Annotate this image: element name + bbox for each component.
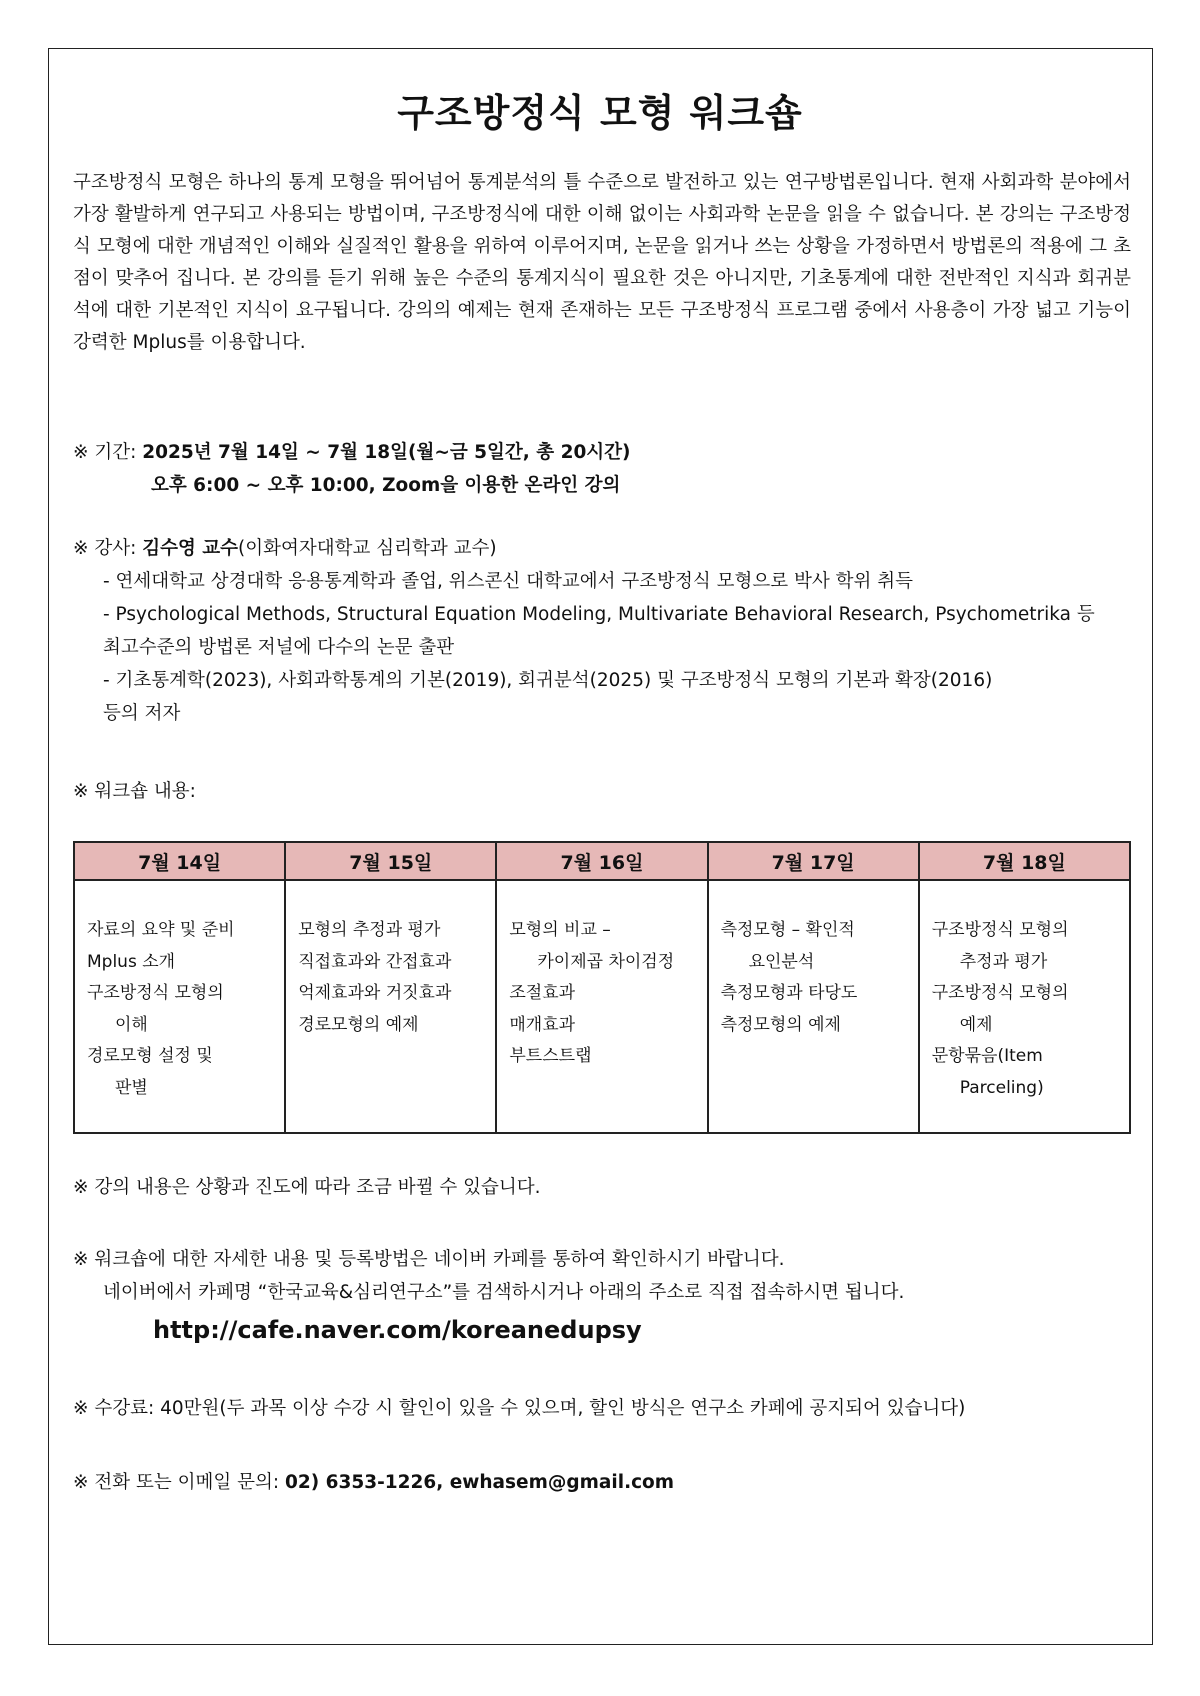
period-dates: 2025년 7월 14일 ~ 7월 18일(월~금 5일간, 총 20시간) — [142, 442, 631, 463]
schedule-item: 모형의 추정과 평가 — [298, 920, 441, 940]
schedule-cell-day4 — [708, 880, 919, 1133]
schedule-item: 판별 — [115, 1077, 148, 1098]
page-title: 구조방정식 모형 워크숍 — [397, 91, 803, 135]
period-time: 오후 6:00 ~ 오후 10:00, Zoom을 이용한 온라인 강의 — [151, 475, 621, 496]
instructor-bullet: - 기초통계학(2023), 사회과학통계의 기본(2019), 회귀분석(2025) 및 구조방정식 모형의 기본과 확장(2016) — [103, 670, 993, 691]
instructor-bullet: - 연세대학교 상경대학 응용통계학과 졸업, 위스콘신 대학교에서 구조방정식 모형으로 박사 학위 취득 — [103, 571, 913, 592]
content-label: ※ 워크숍 내용: — [73, 781, 196, 802]
instructor-bullet: 등의 저자 — [103, 703, 181, 724]
schedule-cell-day5 — [919, 880, 1130, 1133]
schedule-item: Parceling) — [959, 1077, 1044, 1098]
contact-value: 02) 6353-1226, ewhasem@gmail.com — [284, 1472, 675, 1493]
schedule-item: 억제효과와 거짓효과 — [298, 983, 452, 1003]
notice-change: ※ 강의 내용은 상황과 진도에 따라 조금 바뀔 수 있습니다. — [73, 1177, 541, 1198]
instructor-bullet: - Psychological Methods, Structural Equation Modeling, Multivariate Behavioral Research, Psychometrika 등 — [103, 604, 1095, 625]
schedule-item: Mplus 소개 — [87, 951, 176, 972]
schedule-item: 자료의 요약 및 준비 — [87, 920, 235, 940]
schedule-item: 추정과 평가 — [959, 951, 1048, 972]
schedule-item: 카이제곱 차이검정 — [537, 951, 675, 972]
period-label: ※ 기간: — [73, 442, 143, 463]
schedule-table — [73, 841, 1131, 1134]
contact-line — [73, 1466, 674, 1499]
schedule-item: 문항묶음(Item — [931, 1046, 1043, 1066]
schedule-item: 경로모형 설정 및 — [87, 1046, 213, 1066]
schedule-header: 7월 17일 — [708, 842, 919, 880]
notice-cafe-line2: 네이버에서 카페명 “한국교육&심리연구소”를 검색하시거나 아래의 주소로 직접 접속하시면 됩니다. — [103, 1282, 905, 1303]
notice-cafe — [73, 1243, 904, 1309]
schedule-cell-day2 — [285, 880, 496, 1133]
schedule-item: 요인분석 — [748, 951, 815, 972]
schedule-cell-day3 — [496, 880, 707, 1133]
schedule-item: 직접효과와 간접효과 — [298, 951, 452, 972]
schedule-item: 측정모형과 타당도 — [720, 983, 858, 1003]
schedule-content-row — [74, 880, 1130, 1133]
schedule-header: 7월 16일 — [496, 842, 707, 880]
intro-paragraph: 구조방정식 모형은 하나의 통계 모형을 뛰어넘어 통계분석의 틀 수준으로 발전하고 있는 연구방법론입니다. 현재 사회과학 분야에서 가장 활발하게 연구되고 사용되는 방법이며, 구조방정식에 대한 이해 없이는 사회과학 논문을 읽을 수 없습니다. 본 강의는 구조방정식 모형에 대한 개념적인 이해와 실질적인 활용을 위하여 이루어지며, 논문을 읽거나 쓰는 상황을 가정하면서 방법론의 적용에 그 초점이 맞추어 집니다. 본 강의를 듣기 위해 높은 수준의 통계지식이 필요한 것은 아니지만, 기초통계에 대한 전반적인 지식과 회귀분석에 대한 기본적인 지식이 요구됩니다. 강의의 예제는 현재 존재하는 모든 구조방정식 프로그램 중에서 사용층이 가장 넓고 기능이 강력한 Mplus를 이용합니다. — [73, 172, 1131, 353]
contact-label: ※ 전화 또는 이메일 문의: — [73, 1472, 285, 1493]
schedule-cell-day1 — [74, 880, 285, 1133]
schedule-item: 측정모형의 예제 — [720, 1014, 841, 1035]
schedule-header: 7월 18일 — [919, 842, 1130, 880]
schedule-item: 구조방정식 모형의 — [87, 983, 224, 1003]
instructor-label: ※ 강사: — [73, 538, 143, 559]
cafe-url-link[interactable]: http://cafe.naver.com/koreanedupsy — [153, 1316, 642, 1344]
instructor-line — [73, 532, 1095, 565]
schedule-item: 구조방정식 모형의 — [931, 920, 1069, 940]
schedule-item: 모형의 비교 – — [509, 920, 611, 940]
schedule-header: 7월 15일 — [285, 842, 496, 880]
period-line — [73, 436, 631, 469]
schedule-item: 경로모형의 예제 — [298, 1014, 419, 1035]
instructor-section — [73, 532, 1095, 730]
instructor-affiliation: (이화여자대학교 심리학과 교수) — [238, 538, 497, 559]
schedule-item: 구조방정식 모형의 — [931, 983, 1069, 1003]
notice-cafe-line1: ※ 워크숍에 대한 자세한 내용 및 등록방법은 네이버 카페를 통하여 확인하시기 바랍니다. — [73, 1249, 785, 1270]
schedule-item: 예제 — [959, 1014, 993, 1035]
schedule-item: 이해 — [115, 1014, 148, 1035]
fee-notice: ※ 수강료: 40만원(두 과목 이상 수강 시 할인이 있을 수 있으며, 할인 방식은 연구소 카페에 공지되어 있습니다) — [73, 1398, 966, 1419]
schedule-header-row — [74, 842, 1130, 880]
schedule-item: 측정모형 – 확인적 — [720, 920, 855, 940]
schedule-item: 조절효과 — [509, 983, 576, 1003]
instructor-bullet: 최고수준의 방법론 저널에 다수의 논문 출판 — [103, 637, 455, 658]
schedule-item: 매개효과 — [509, 1014, 576, 1035]
schedule-item: 부트스트랩 — [509, 1046, 592, 1066]
period-section — [73, 436, 631, 502]
instructor-name: 김수영 교수 — [142, 538, 239, 559]
schedule-header: 7월 14일 — [74, 842, 285, 880]
